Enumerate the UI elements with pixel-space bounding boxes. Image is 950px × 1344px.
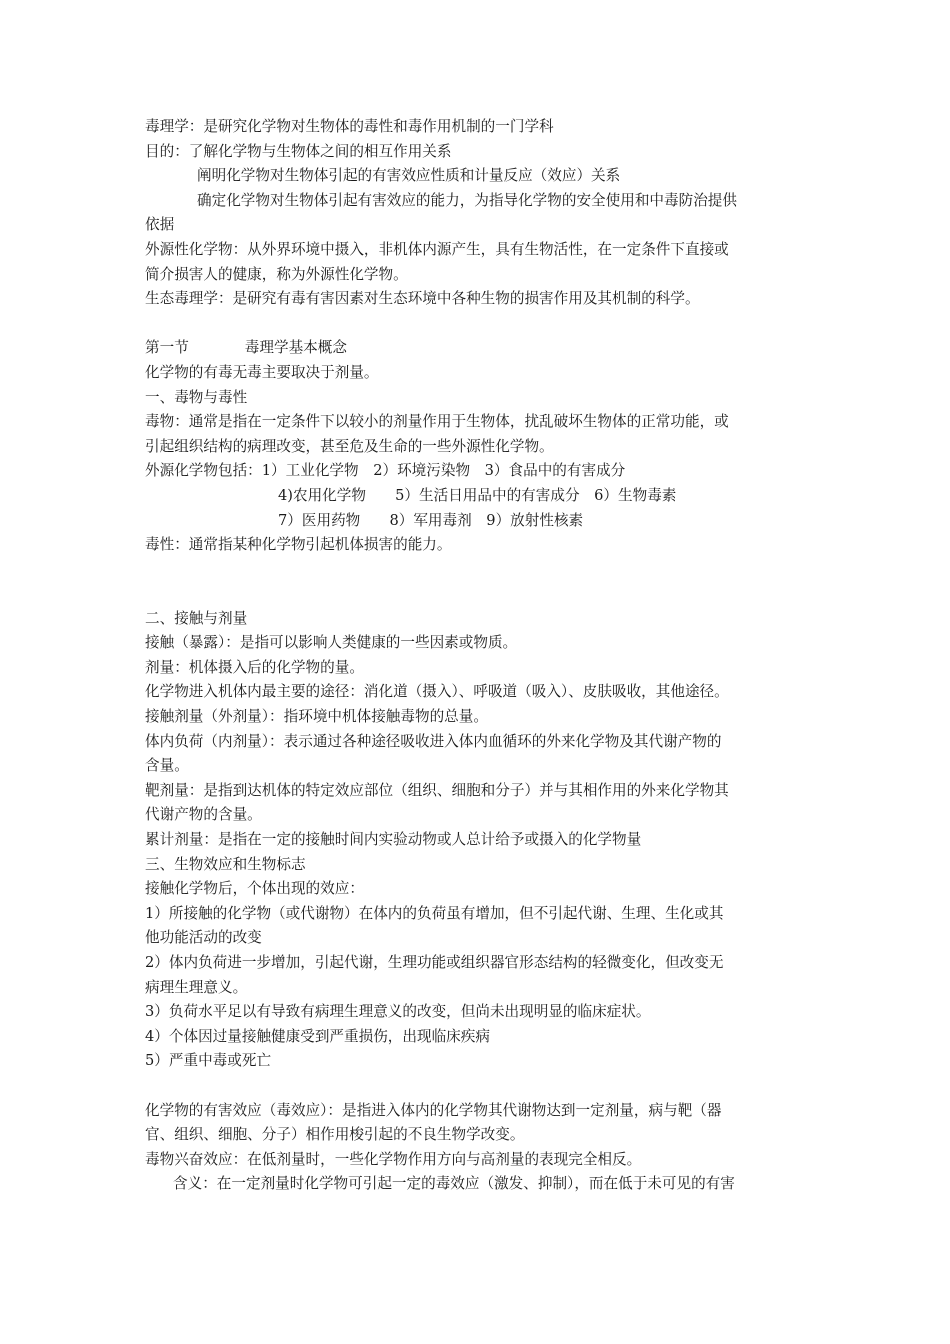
section-1-heading xyxy=(145,336,810,361)
exposure-definition: 接触（暴露）：是指可以影响人类健康的一些因素或物质。 xyxy=(145,634,518,652)
toxicology-definition: 毒理学：是研究化学物对生物体的毒性和毒作用机制的一门学科 xyxy=(145,118,554,135)
purpose-line-1: 目的：了解化学物与生物体之间的相互作用关系 xyxy=(145,142,452,160)
adverse-effect-definition-a: 化学物的有害效应（毒效应）：是指进入体内的化学物其代谢物达到一定剂量，病与靶（器 xyxy=(145,1101,722,1119)
effect-item-2b: 病理生理意义。 xyxy=(145,978,248,996)
subsection-poison-toxicity-title: 一、毒物与毒性 xyxy=(145,388,248,406)
poison-definition-a: 毒物：通常是指在一定条件下以较小的剂量作用于生物体，扰乱破坏生物体的正常功能，或 xyxy=(145,413,729,431)
purpose-line-2: 阐明化学物对生物体引起的有害效应性质和计量反应（效应）关系 xyxy=(197,167,621,185)
effect-item-5: 5）严重中毒或死亡 xyxy=(145,1052,272,1070)
xenobiotic-list-line-3: 7）医用药物 8）军用毒剂 9）放射性核素 xyxy=(278,511,584,529)
xenobiotic-definition-b: 简介损害人的健康，称为外源性化学物。 xyxy=(145,265,408,283)
spacer xyxy=(145,1074,810,1099)
document-body xyxy=(145,115,810,1197)
poison-definition-b: 引起组织结构的病理改变，甚至危及生命的一些外源性化学物。 xyxy=(145,437,554,455)
internal-dose-definition-b: 含量。 xyxy=(145,757,189,775)
xenobiotic-list-line-1: 外源化学物包括：1）工业化学物 2）环境污染物 3）食品中的有害成分 xyxy=(145,462,626,480)
effect-item-2a: 2）体内负荷进一步增加，引起代谢，生理功能或组织器官形态结构的轻微变化，但改变无 xyxy=(145,954,724,971)
section-1-lead: 化学物的有毒无毒主要取决于剂量。 xyxy=(145,363,379,381)
external-dose-definition: 接触剂量（外剂量）：指环境中机体接触毒物的总量。 xyxy=(145,708,488,726)
toxicity-definition: 毒性：通常指某种化学物引起机体损害的能力。 xyxy=(145,536,452,554)
section-3-lead: 接触化学物后，个体出现的效应： xyxy=(145,880,364,898)
xenobiotic-definition-a: 外源性化学物：从外界环境中摄入，非机体内源产生，具有生物活性，在一定条件下直接或 xyxy=(145,240,729,258)
hormesis-definition: 毒物兴奋效应：在低剂量时，一些化学物作用方向与高剂量的表现完全相反。 xyxy=(145,1150,642,1168)
hormesis-meaning: 含义：在一定剂量时化学物可引起一定的毒效应（激发、抑制），而在低于未可见的有害 xyxy=(173,1175,735,1193)
section-1-number: 第一节 xyxy=(145,339,189,357)
target-dose-definition-b: 代谢产物的含量。 xyxy=(145,806,262,824)
section-2-title: 二、接触与剂量 xyxy=(145,609,248,627)
spacer xyxy=(145,558,810,607)
exposure-routes: 化学物进入机体内最主要的途径：消化道（摄入）、呼吸道（吸入）、皮肤吸收，其他途径。 xyxy=(145,683,729,701)
internal-dose-definition-a: 体内负荷（内剂量）：表示通过各种途径吸收进入体内血循环的外来化学物及其代谢产物的 xyxy=(145,732,722,750)
section-1-title: 毒理学基本概念 xyxy=(244,339,347,357)
purpose-line-3b: 依据 xyxy=(145,216,175,234)
cumulative-dose-definition: 累计剂量：是指在一定的接触时间内实验动物或人总计给予或摄入的化学物量 xyxy=(145,831,642,849)
dose-definition: 剂量：机体摄入后的化学物的量。 xyxy=(145,658,364,676)
effect-item-4: 4）个体因过量接触健康受到严重损伤，出现临床疾病 xyxy=(145,1027,490,1045)
effect-item-1b: 他功能活动的改变 xyxy=(145,929,262,947)
effect-item-3: 3）负荷水平足以有导致有病理生理意义的改变，但尚未出现明显的临床症状。 xyxy=(145,1003,651,1021)
section-3-title: 三、生物效应和生物标志 xyxy=(145,855,306,873)
effect-item-1a: 1）所接触的化学物（或代谢物）在体内的负荷虽有增加，但不引起代谢、生理、生化或其 xyxy=(145,904,724,922)
adverse-effect-definition-b: 官、组织、细胞、分子）相作用梭引起的不良生物学改变。 xyxy=(145,1126,525,1144)
ecotoxicology-definition: 生态毒理学：是研究有毒有害因素对生态环境中各种生物的损害作用及其机制的科学。 xyxy=(145,290,700,308)
xenobiotic-list-line-2: 4)农用化学物 5）生活日用品中的有害成分 6）生物毒素 xyxy=(278,486,677,504)
target-dose-definition-a: 靶剂量：是指到达机体的特定效应部位（组织、细胞和分子）并与其相作用的外来化学物其 xyxy=(145,781,729,799)
spacer xyxy=(145,312,810,337)
purpose-line-3a: 确定化学物对生物体引起有害效应的能力，为指导化学物的安全使用和中毒防治提供 xyxy=(197,191,737,209)
